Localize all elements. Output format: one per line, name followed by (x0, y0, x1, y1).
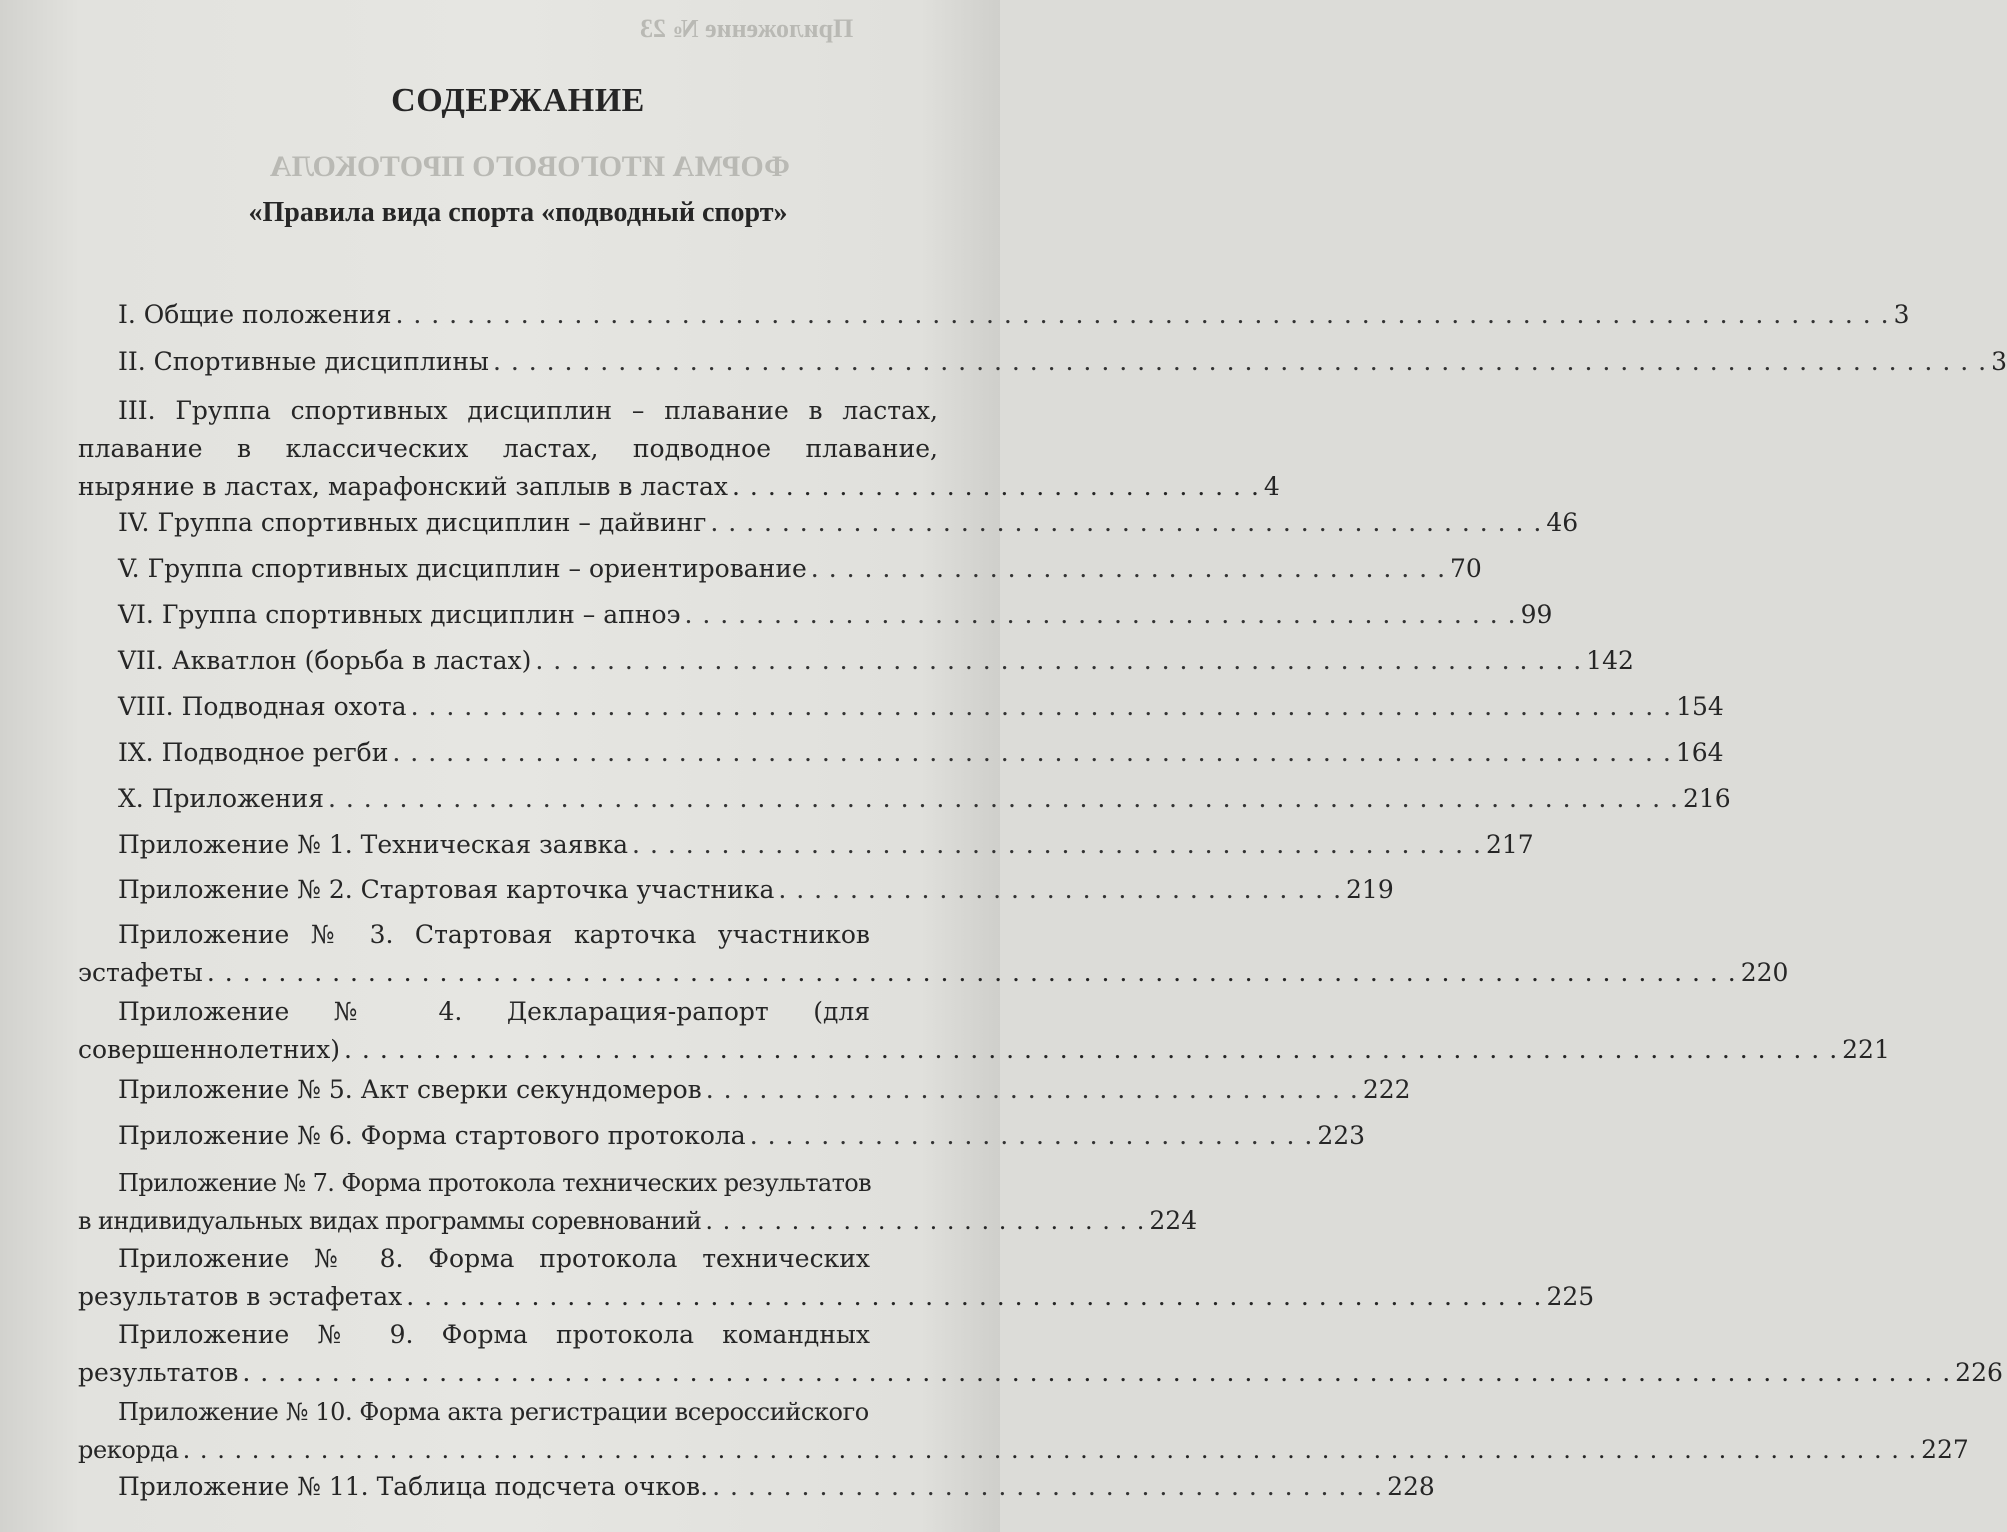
toc-entry-title: VI. Группа спортивных дисциплин – апноэ (118, 600, 681, 629)
toc-entry-title-line: в индивидуальных видах программы соревнований (78, 1207, 702, 1235)
toc-entry-page: 223 (1317, 1121, 1366, 1150)
dot-leader: . . . . . . . . . . . . . . . . . . . . . . . . . . . . . . . . . . . . . . . . . . . . . . . (710, 508, 1543, 537)
dot-leader: . . . . . . . . . . . . . . . . . . . . . . . . . . . . . . . . . . . . . . . . . . . . . . . . . . . . . . . . . . . . . . . . . . . . . . . . . . . . (327, 784, 1679, 813)
toc-entry-title: Приложение № 5. Акт сверки секундомеров (118, 1075, 702, 1104)
toc-entry-page: 228 (1387, 1472, 1435, 1501)
page-title: СОДЕРЖАНИЕ (391, 82, 645, 119)
toc-entry-page: 219 (1346, 875, 1394, 904)
toc-entry-page: 217 (1486, 830, 1534, 859)
toc-entry-title-line: Приложение № 9. Форма протокола командных (118, 1320, 870, 1349)
toc-entry[interactable] (78, 1240, 1595, 1316)
toc-entry-page: 4 (1263, 472, 1280, 501)
toc-entry[interactable] (118, 781, 1731, 817)
toc-entry[interactable] (78, 1164, 1198, 1240)
toc-entry[interactable] (118, 505, 1579, 541)
toc-entry-title-line: совершеннолетних) (78, 1035, 341, 1064)
toc-entry[interactable] (78, 993, 1890, 1069)
dot-leader: . . . . . . . . . . . . . . . . . . . . . . . . . . . . . . . . . . . . . . . . . . . . . . . . . . . . . . . . . . . . . . . . . . . . . . . . (392, 738, 1672, 767)
toc-entry-page: 3 (1893, 300, 1910, 329)
toc-entry-title: IV. Группа спортивных дисциплин – дайвинг (118, 508, 707, 537)
bleed-through-mid: ФОРМА ИТОГОВОГО ПРОТОКОЛА (270, 150, 790, 183)
toc-entry[interactable] (118, 872, 1394, 908)
toc-entry[interactable] (118, 735, 1724, 771)
toc-entry-title-line: рекорда (78, 1436, 179, 1464)
toc-entry-title: V. Группа спортивных дисциплин – ориентирование (118, 554, 807, 583)
toc-entry-page: 227 (1921, 1435, 1969, 1464)
toc-entry-title-line: результатов в эстафетах (78, 1282, 403, 1311)
toc-entry-title-line: результатов (78, 1358, 239, 1387)
dot-leader: . . . . . . . . . . . . . . . . . . . . . . . . . . . . . . . . . . . . . . . . . . . . . . . . . . . . . . . . . . . . . . . . (406, 1282, 1543, 1311)
dot-leader: . . . . . . . . . . . . . . . . . . . . . . . . . . . . . . . . . . . . . . . . . . . . . . . . . . . . . . . . . . . . . . . . . . . . . . . . . . . . . . . . . . . . (492, 347, 1988, 376)
toc-entry-page: 164 (1675, 738, 1724, 767)
toc-entry[interactable] (78, 1316, 2003, 1392)
dot-leader: . . . . . . . . . . . . . . . . . . . . . . . . . . . . . . . . . . . . (810, 554, 1447, 583)
dot-leader: . . . . . . . . . . . . . . . . . . . . . . . . . . . . . . . . (778, 875, 1343, 904)
toc-entry[interactable] (118, 344, 2007, 380)
dot-leader: . . . . . . . . . . . . . . . . . . . . . . . . . . . . . . . . . . . . . . . . . . . . . . . . (632, 830, 1482, 859)
toc-entry-title-line: ныряние в ластах, марафонский заплыв в ластах (78, 472, 729, 501)
toc-entry[interactable] (118, 551, 1482, 587)
toc-entry-title: VIII. Подводная охота (118, 692, 407, 721)
toc-entry-page: 70 (1450, 554, 1482, 583)
toc-entry-page: 224 (1149, 1206, 1198, 1235)
dot-leader: . . . . . . . . . . . . . . . . . . . . . . . . . . . . . . . . . . . . . . . . . . . . . . . . . . . . . . . . . . . . . . . . . . . . . . . . . . . . . . . . . . . . (395, 300, 1890, 329)
toc-entry-page: 222 (1362, 1075, 1411, 1104)
document-subtitle: «Правила вида спорта «подводный спорт» (248, 197, 788, 228)
dot-leader: . . . . . . . . . . . . . . . . . . . . . . . . . . . . . . . . . . . . . . . . . . . . . . . . . . . . . . . . . . . . . . . . . . . . . . . . . . . . . . . . . . . . . . . . . . . . . . . . . . . . . (182, 1436, 1918, 1464)
dot-leader: . . . . . . . . . . . . . . . . . . . . . . . . . . . . . . . . . . . . . . . . . . . . . . . . . . . . . . . . . . . . . . . . . . . . . . . . . . . . . . . . . . . . (344, 1035, 1839, 1064)
toc-entry-page: 99 (1520, 600, 1553, 629)
toc-entry[interactable] (118, 297, 1910, 333)
toc-entry-title-line: Приложение № 3. Стартовая карточка участников (118, 920, 870, 949)
bleed-through-top: Приложение № 23 (640, 14, 854, 43)
toc-entry[interactable] (118, 643, 1634, 679)
dot-leader: . . . . . . . . . . . . . . . . . . . . . . . . . . . . . . . . . . . . . (705, 1075, 1359, 1104)
dot-leader: . . . . . . . . . . . . . . . . . . . . . . . . . . . . . . . . . . . . . . (712, 1472, 1384, 1501)
dot-leader: . . . . . . . . . . . . . . . . . . . . . . . . . . . . . . . . . . . . . . . . . . . . . . . . . . . . . . . . . . . . . . . . . . . . . . . (410, 692, 1673, 721)
toc-entry-title: II. Спортивные дисциплины (118, 347, 489, 376)
toc-entry-title-line: Приложение № 4. Декларация-рапорт (для (118, 997, 870, 1026)
toc-entry[interactable] (118, 689, 1724, 725)
toc-entry-page: 154 (1676, 692, 1724, 721)
toc-entry-page: 221 (1842, 1035, 1890, 1064)
toc-entry-title: X. Приложения (118, 784, 324, 813)
toc-entry-page: 3 (1991, 347, 2007, 376)
dot-leader: . . . . . . . . . . . . . . . . . . . . . . . . . . (705, 1207, 1146, 1235)
dot-leader: . . . . . . . . . . . . . . . . . . . . . . . . . . . . . . . . . . . . . . . . . . . . . . . . . . . . . . . . . . . . . . . . . . . . . . . . . . . . . . . . . . . . . . (206, 958, 1737, 987)
dot-leader: . . . . . . . . . . . . . . . . . . . . . . . . . . . . . . (732, 472, 1260, 501)
toc-entry-title-line: эстафеты (78, 958, 203, 987)
toc-entry-page: 226 (1955, 1358, 2003, 1387)
toc-entry-title-line: Приложение № 10. Форма акта регистрации всероссийского (118, 1398, 869, 1426)
toc-entry[interactable] (78, 1393, 1969, 1469)
toc-entry-title-line: Приложение № 8. Форма протокола технических (118, 1244, 870, 1273)
toc-entry[interactable] (118, 597, 1553, 633)
dot-leader: . . . . . . . . . . . . . . . . . . . . . . . . . . . . . . . . . . . . . . . . . . . . . . . . . . . . . . . . . . . (535, 646, 1583, 675)
toc-entry[interactable] (118, 1469, 1435, 1505)
toc-entry[interactable] (78, 392, 1280, 506)
toc-entry-title: Приложение № 2. Стартовая карточка участника (118, 875, 775, 904)
toc-entry-title: I. Общие положения (118, 300, 392, 329)
toc-entry-title: Приложение № 11. Таблица подсчета очков. (118, 1472, 709, 1501)
toc-entry-page: 220 (1740, 958, 1789, 987)
toc-entry-page: 46 (1546, 508, 1579, 537)
toc-entry[interactable] (118, 1072, 1411, 1108)
toc-entry-title: Приложение № 1. Техническая заявка (118, 830, 629, 859)
toc-entry-title-line: плавание в классических ластах, подводное плавание, (78, 434, 938, 463)
toc-entry-title-line: III. Группа спортивных дисциплин – плавание в ластах, (118, 396, 938, 425)
toc-entry-title-line: Приложение № 7. Форма протокола технических результатов (118, 1169, 872, 1197)
toc-entry-title: VII. Акватлон (борьба в ластах) (118, 646, 532, 675)
toc-entry[interactable] (78, 916, 1789, 992)
toc-entry-page: 142 (1586, 646, 1634, 675)
toc-entry-page: 225 (1546, 1282, 1595, 1311)
toc-entry[interactable] (118, 827, 1534, 863)
dot-leader: . . . . . . . . . . . . . . . . . . . . . . . . . . . . . . . . . . . . . . . . . . . . . . . . . . . . . . . . . . . . . . . . . . . . . . . . . . . . . . . . . . . . . . . . . . . . . . . . (242, 1358, 1952, 1387)
toc-entry-page: 216 (1682, 784, 1731, 813)
dot-leader: . . . . . . . . . . . . . . . . . . . . . . . . . . . . . . . . . . . . . . . . . . . . . . . (684, 600, 1517, 629)
toc-entry-title: IX. Подводное регби (118, 738, 389, 767)
toc-entry[interactable] (118, 1118, 1366, 1154)
dot-leader: . . . . . . . . . . . . . . . . . . . . . . . . . . . . . . . . (749, 1121, 1314, 1150)
toc-entry-title: Приложение № 6. Форма стартового протокола (118, 1121, 746, 1150)
